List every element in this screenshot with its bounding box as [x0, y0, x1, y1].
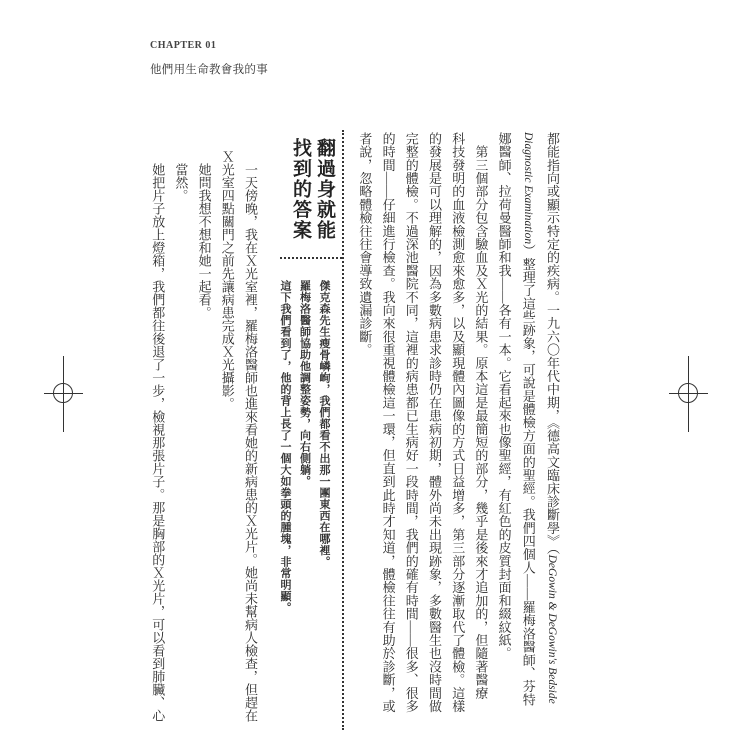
- text-column: 的發展是可以理解的，因為多數病患求診時仍在患病初期，體外尚未出現跡象，多數醫生也沒時間做: [426, 132, 442, 713]
- quote-line: 羅梅洛醫師協助他調整姿勢，向右側躺。: [298, 280, 311, 487]
- text-column: [516, 132, 540, 713]
- text-column: 一天傍晚，我在Ｘ光室裡，羅梅洛醫師也進來看她的新病患的Ｘ光片。她尚未幫病人檢查，但趕在: [243, 150, 258, 722]
- quote-line: 這下我們看到了，他的背上長了一個大如拳頭的腫塊，非常明顯。: [279, 280, 291, 614]
- latin-title: Diagnostic Examination: [521, 132, 534, 245]
- pull-quote: [275, 280, 334, 614]
- chapter-label: CHAPTER 01: [150, 40, 217, 51]
- dotted-divider-horizontal: [280, 257, 342, 259]
- text-column: 的時間——仔細進行檢查。我向來很重視體檢這一環，但直到此時才知道，體檢往往有助於診斷，或: [380, 132, 396, 713]
- main-text-block: [353, 132, 564, 713]
- text-column: 者說，忽略體檢往往會導致遺漏診斷。: [357, 132, 373, 357]
- dotted-divider-vertical: [342, 130, 344, 730]
- section-heading: [288, 138, 336, 241]
- text-column: [540, 132, 564, 713]
- heading-line: 翻過身就能: [314, 138, 335, 241]
- text-segment: 都能指向或顯示特定的疾病。一九六〇年代中期，《德高文臨床診斷學》（: [545, 132, 560, 555]
- quote-line: 傑克森先生瘦骨嶙峋，我們都看不出那一團東西在哪裡。: [318, 280, 330, 568]
- latin-title: DeGowin & DeGowin's Bedside: [546, 554, 558, 704]
- text-column: 當然。: [173, 150, 189, 202]
- text-column: 她把片子放上燈箱，我們都往後退了一步，檢視那張片子。那是胸部的Ｘ光片，可以看到肺臟、心: [150, 150, 166, 722]
- section-text-block: [146, 150, 262, 722]
- text-column: 第三個部分包含驗血及Ｘ光的結果。原本這是最簡短的部分，幾乎是後來才追加的，但隨著醫療: [473, 132, 489, 700]
- text-column: 她問我想不想和她一起看。: [196, 150, 212, 319]
- chapter-title: 他們用生命教會我的事: [150, 64, 268, 76]
- text-segment: ）整理了這些跡象，可說是體檢方面的聖經。我們四個人——羅梅洛醫師、芬特: [520, 244, 536, 707]
- text-column: 娜醫師、拉荷曼醫師和我——各有一本。它看起來也像聖經，有紅色的皮質封面和綴紋紙。: [496, 132, 512, 660]
- text-column: Ｘ光室四點關門之前先讓病患完成Ｘ光攝影。: [219, 150, 235, 410]
- text-column: 科技發明的血液檢測愈來愈多，以及顯現體內圖像的方式日益增多，第三部分逐漸取代了體檢。這樣: [450, 132, 466, 713]
- heading-line: 找到的答案: [290, 138, 311, 241]
- text-column: 完整的體檢。不過深池醫院不同，這裡的病患都已生病好一段時間，我們的確有時間——很多、很多: [403, 132, 419, 713]
